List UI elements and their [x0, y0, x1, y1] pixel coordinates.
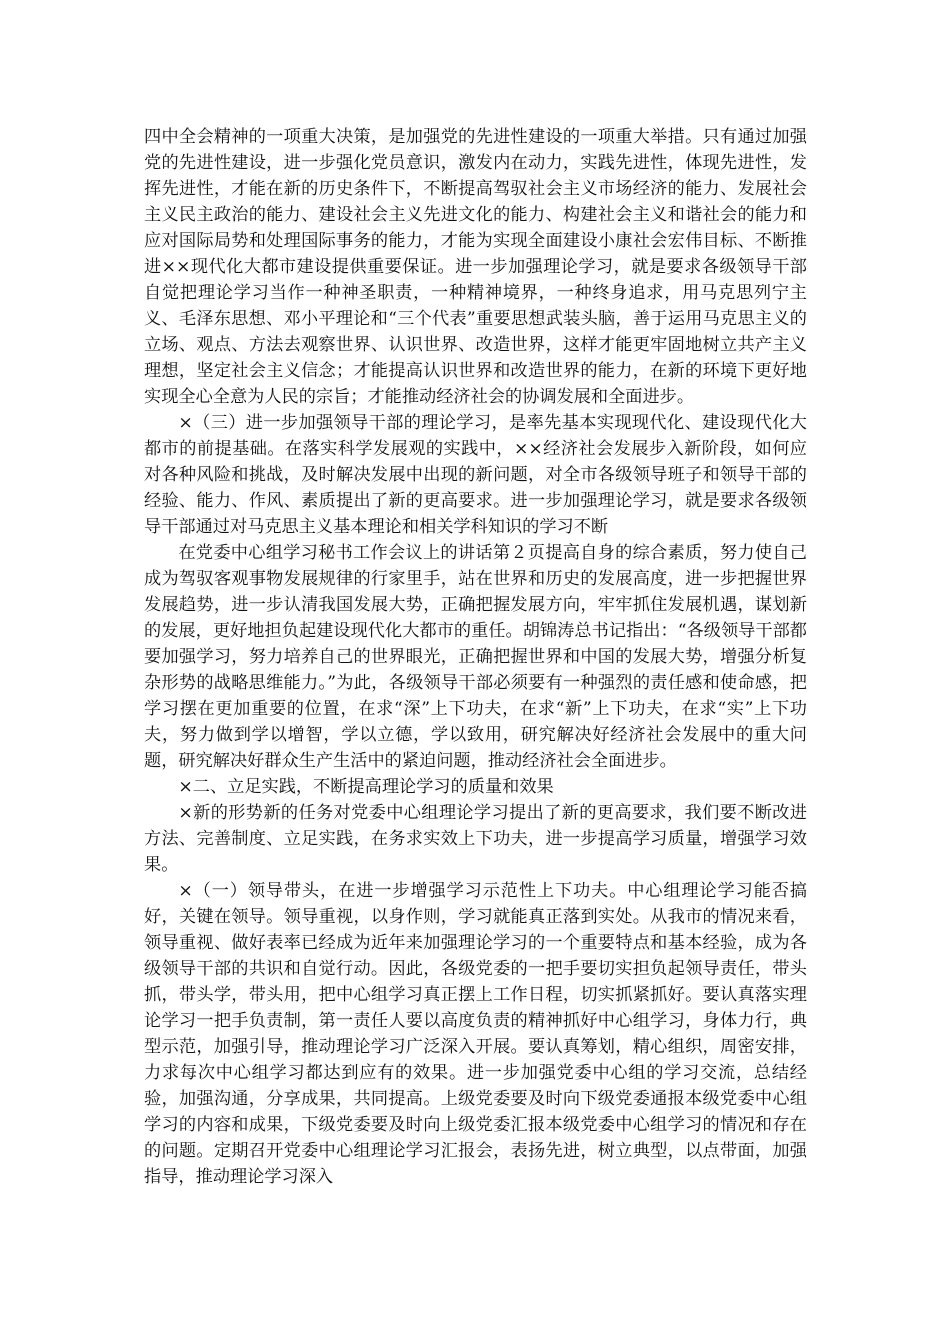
document-page: [144, 124, 807, 1190]
paragraph-3: 在党委中心组学习秘书工作会议上的讲话第２页提高自身的综合素质，努力使自己成为驾驭客观事物发展规律的行家里手，站在世界和历史的发展高度，进一步把握世界发展趋势，进一步认清我国发展大势，正确把握发展方向，牢牢抓住发展机遇，谋划新的发展，更好地担负起建设现代化大都市的重任。胡锦涛总书记指出：“各级领导干部都要加强学习，努力培养自己的世界眼光，正确把握世界和中国的发展大势，增强分析复杂形势的战略思维能力。”为此，各级领导干部必须要有一种强烈的责任感和使命感，把学习摆在更加重要的位置，在求“深”上下功夫，在求“新”上下功夫，在求“实”上下功夫，努力做到学以增智，学以立德，学以致用，研究解决好经济社会发展中的重大问题，研究解决好群众生产生活中的紧迫问题，推动经济社会全面进步。: [144, 543, 807, 771]
section-heading: ×二、立足实践，不断提高理论学习的质量和效果: [178, 777, 554, 797]
paragraph-4: ×新的形势新的任务对党委中心组理论学习提出了新的更高要求，我们要不断改进方法、完善制度、立足实践，在务求实效上下功夫，进一步提高学习质量，增强学习效果。: [144, 803, 807, 875]
paragraph-5: ×（一）领导带头，在进一步增强学习示范性上下功夫。中心组理论学习能否搞好，关键在领导。领导重视，以身作则，学习就能真正落到实处。从我市的情况来看，领导重视、做好表率已经成为近年来加强理论学习的一个重要特点和基本经验，成为各级领导干部的共识和自觉行动。因此，各级党委的一把手要切实担负起领导责任，带头抓，带头学，带头用，把中心组学习真正摆上工作日程，切实抓紧抓好。要认真落实理论学习一把手负责制，第一责任人要以高度负责的精神抓好中心组学习，身体力行，典型示范，加强引导，推动理论学习广泛深入开展。要认真筹划，精心组织，周密安排，力求每次中心组学习都达到应有的效果。进一步加强党委中心组的学习交流，总结经验，加强沟通，分享成果，共同提高。上级党委要及时向下级党委通报本级党委中心组学习的内容和成果，下级党委要及时向上级党委汇报本级党委中心组学习的情况和存在的问题。定期召开党委中心组理论学习汇报会，表扬先进，树立典型，以点带面，加强指导，推动理论学习深入: [144, 881, 807, 1187]
paragraph-1: 四中全会精神的一项重大决策，是加强党的先进性建设的一项重大举措。只有通过加强党的先进性建设，进一步强化党员意识，激发内在动力，实践先进性，体现先进性，发挥先进性，才能在新的历史条件下，不断提高驾驭社会主义市场经济的能力、发展社会主义民主政治的能力、建设社会主义先进文化的能力、构建社会主义和谐社会的能力和应对国际局势和处理国际事务的能力，才能为实现全面建设小康社会宏伟目标、不断推进××现代化大都市建设提供重要保证。进一步加强理论学习，就是要求各级领导干部自觉把理论学习当作一种神圣职责，一种精神境界，一种终身追求，用马克思列宁主义、毛泽东思想、邓小平理论和“三个代表”重要思想武装头脑，善于运用马克思主义的立场、观点、方法去观察世界、认识世界、改造世界，这样才能更牢固地树立共产主义理想，坚定社会主义信念；才能提高认识世界和改造世界的能力，在新的环境下更好地实现全心全意为人民的宗旨；才能推动经济社会的协调发展和全面进步。: [144, 127, 807, 407]
paragraph-2: ×（三）进一步加强领导干部的理论学习，是率先基本实现现代化、建设现代化大都市的前提基础。在落实科学发展观的实践中，××经济社会发展步入新阶段，如何应对各种风险和挑战，及时解决发展中出现的新问题，对全市各级领导班子和领导干部的经验、能力、作风、素质提出了新的更高要求。进一步加强理论学习，就是要求各级领导干部通过对马克思主义基本理论和相关学科知识的学习不断: [144, 413, 807, 537]
